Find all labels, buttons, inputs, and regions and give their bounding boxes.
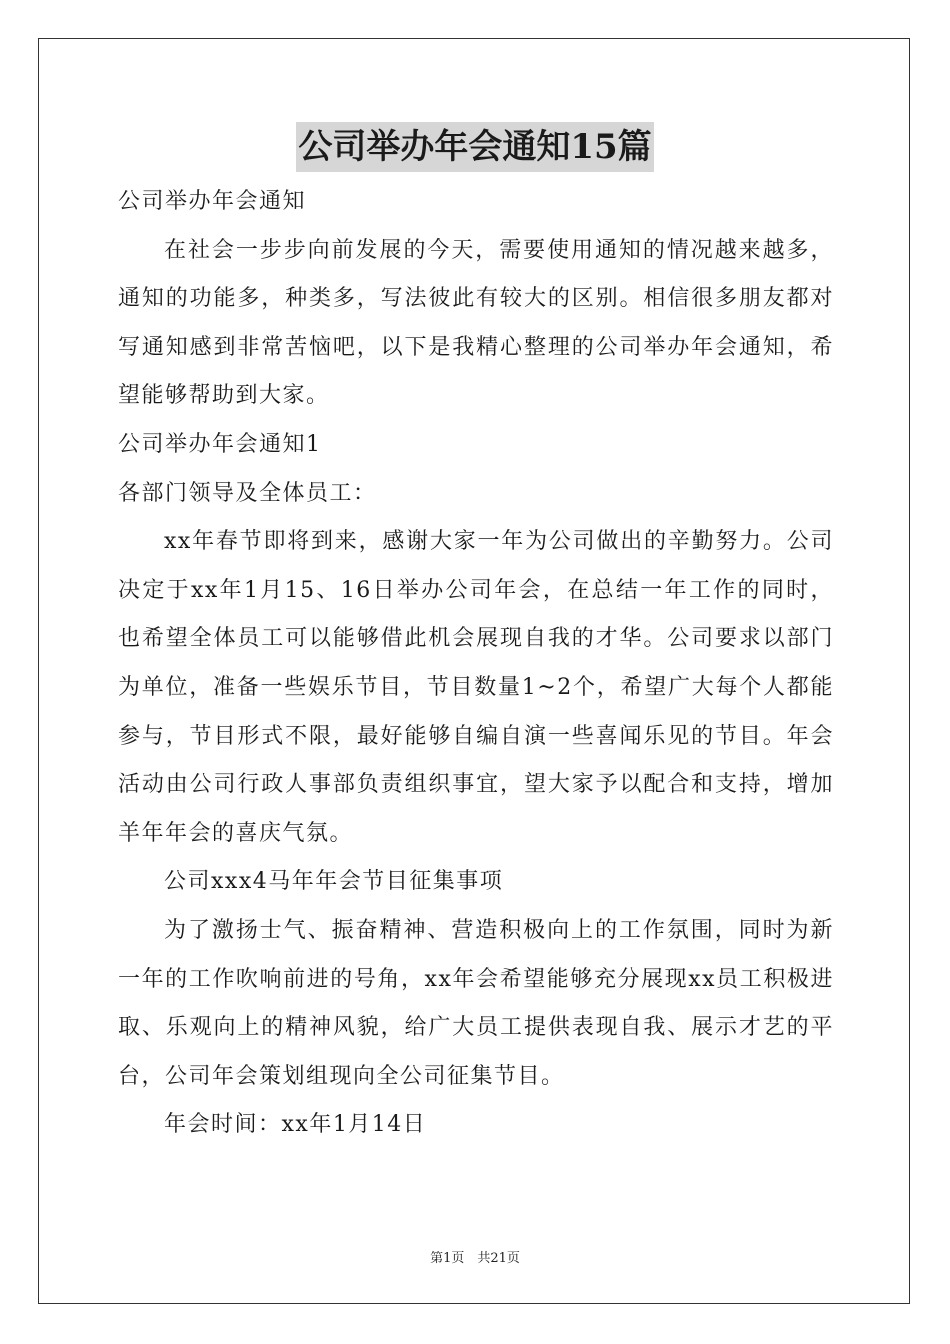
paragraph: 为了激扬士气、振奋精神、营造积极向上的工作氛围，同时为新一年的工作吹响前进的号角，xx年会希望能够充分展现xx员工积极进取、乐观向上的精神风貌，给广大员工提供表现自我、展示才艺的平台，公司年会策划组现向全公司征集节目。 <box>118 917 834 1089</box>
page-footer: 第1页 共21页 <box>430 1251 520 1266</box>
paragraph: 年会时间：xx年1月14日 <box>164 1112 427 1138</box>
paragraph: 在社会一步步向前发展的今天，需要使用通知的情况越来越多，通知的功能多，种类多，写法彼此有较大的区别。相信很多朋友都对写通知感到非常苦恼吧，以下是我精心整理的公司举办年会通知，希望能够帮助到大家。 <box>118 237 834 409</box>
document-title: 公司举办年会通知15篇 <box>296 122 653 172</box>
title-wrap <box>0 122 950 172</box>
paragraph: xx年春节即将到来，感谢大家一年为公司做出的辛勤努力。公司决定于xx年1月15、16日举办公司年会，在总结一年工作的同时，也希望全体员工可以能够借此机会展现自我的才华。公司要求以部门为单位，准备一些娱乐节目，节目数量1~2个，希望广大每个人都能参与，节目形式不限，最好能够自编自演一些喜闻乐见的节目。年会活动由公司行政人事部负责组织事宜，望大家予以配合和支持，增加羊年年会的喜庆气氛。 <box>118 529 834 846</box>
paragraph: 各部门领导及全体员工： <box>118 480 377 506</box>
paragraph: 公司举办年会通知1 <box>118 431 322 457</box>
paragraph: 公司举办年会通知 <box>118 189 307 214</box>
paragraph: 公司xxx4马年年会节目征集事项 <box>164 869 504 895</box>
document-body <box>118 178 834 1150</box>
